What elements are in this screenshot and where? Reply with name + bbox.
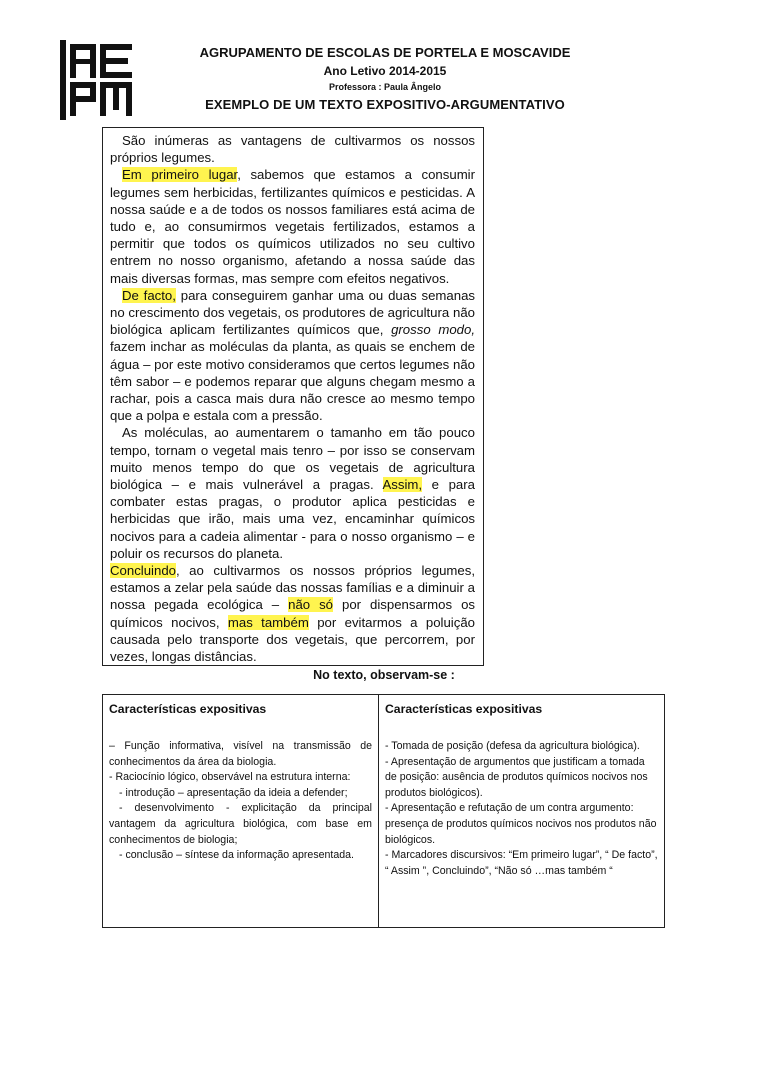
list-item: – Função informativa, visível na transmissão de conhecimentos da área da biologia. [109,740,372,768]
paragraph-2 [110,166,475,286]
list-item: - conclusão – síntese da informação apresentada. [119,849,354,862]
paragraph-4-text: As moléculas, ao aumentarem o tamanho em tão pouco tempo, tornam o vegetal mais tenro – por isso se conservam muito menos tempo do que os vegetais de agricultura biológica – e mais vulnerável a pragas. [110,425,475,493]
connector-highlight: mas também [227,614,309,630]
argumentative-text-box [102,127,484,666]
school-logo [60,40,138,120]
connector-highlight: Em primeiro lugar [122,167,238,183]
paragraph-3-text: para conseguirem ganhar uma ou duas semanas no crescimento dos vegetais, os produtores de agricultura não biológica aplicam fertilizantes químicos que, [110,287,475,338]
list-item: - Apresentação e refutação de um contra argumento: presença de produtos químicos nocivos nos produtos não biológicos. [385,802,657,846]
paragraph-5-text-cont: por dispensarmos os químicos nocivos, [110,597,475,630]
document-title: EXEMPLO DE UM TEXTO EXPOSITIVO-ARGUMENTATIVO [205,97,565,112]
connector-highlight: De facto, [122,287,176,303]
list-item: - introdução – apresentação da ideia a defender; [119,786,348,799]
paragraph-1 [110,132,475,166]
table-column-right [379,695,664,927]
paragraph-5-text-end: por evitarmos a poluição causada pelo transporte dos vegetais, que percorrem, por vezes, longas distâncias. [110,614,475,665]
connector-highlight: Concluindo [110,563,176,579]
italic-phrase: grosso modo, [391,322,475,338]
connector-highlight: não só [288,597,334,613]
school-name: AGRUPAMENTO DE ESCOLAS DE PORTELA E MOSCAVIDE [199,45,571,60]
column-header-left: Características expositivas [109,702,267,716]
paragraph-2-text: , sabemos que estamos a consumir legumes sem herbicidas, fertilizantes químicos e pesticidas. A nossa saúde e a de todos os nossos familiares está acima de tudo e, ao consumirmos vegetais fertilizados, estamos a permitir que todos os químicos utilizados no seu cultivo entrem no nosso organismo, afetando a nossa saúde das mais diversas formas, mas sempre com efeitos negativos. [110,167,476,286]
document-header [150,44,620,113]
table-caption [0,668,768,682]
paragraph-5-text: , ao cultivarmos os nossos próprios legumes, estamos a zelar pela saúde das nossas famílias e a diminuir a nossa pegada ecológica – [110,563,475,613]
list-item: - Tomada de posição (defesa da agricultura biológica). [385,740,640,752]
list-item: - Apresentação de argumentos que justificam a tomada de posição: ausência de produtos químicos nocivos nos produtos biológicos). [385,755,648,799]
paragraph-3-text-cont: fazem inchar as moléculas da planta, as quais se enchem de água – por este motivo consideramos que certos legumes não têm sabor – e podemos reparar que alguns chegam mesmo a rachar, pois a casca mais dura não cresce ao mesmo tempo que a polpa e estala com a pressão. [110,339,475,424]
list-item: - desenvolvimento - explicitação da principal vantagem da agricultura biológica, com base em conhecimentos de biologia; [109,802,372,846]
paragraph-1-text: São inúmeras as vantagens de cultivarmos os nossos próprios legumes. [110,133,475,166]
paragraph-5 [110,562,475,665]
right-items [385,739,658,879]
connector-highlight: Assim, [382,477,423,493]
list-item: - Raciocínio lógico, observável na estrutura interna: [109,771,351,784]
left-items [109,739,372,864]
characteristics-table [102,694,665,928]
paragraph-4 [110,424,475,562]
caption-text: No texto, observam-se : [313,668,455,682]
paragraph-4-text-cont: e para combater estas pragas, o produtor aplica pesticidas e herbicidas que irão, mais uma vez, encaminhar químicos nocivos para a cadeia alimentar - para o nosso organismo – e poluir os recursos do planeta. [110,477,475,561]
column-header-right: Características expositivas [385,702,543,716]
paragraph-3 [110,287,475,425]
teacher-name: Professora : Paula Ângelo [328,82,442,92]
list-item: - Marcadores discursivos: “Em primeiro lugar”, “ De facto”, “ Assim ”, Concluindo”, “Não só …mas também “ [385,849,658,877]
school-year: Ano Letivo 2014-2015 [323,64,447,78]
table-column-left [103,695,379,927]
